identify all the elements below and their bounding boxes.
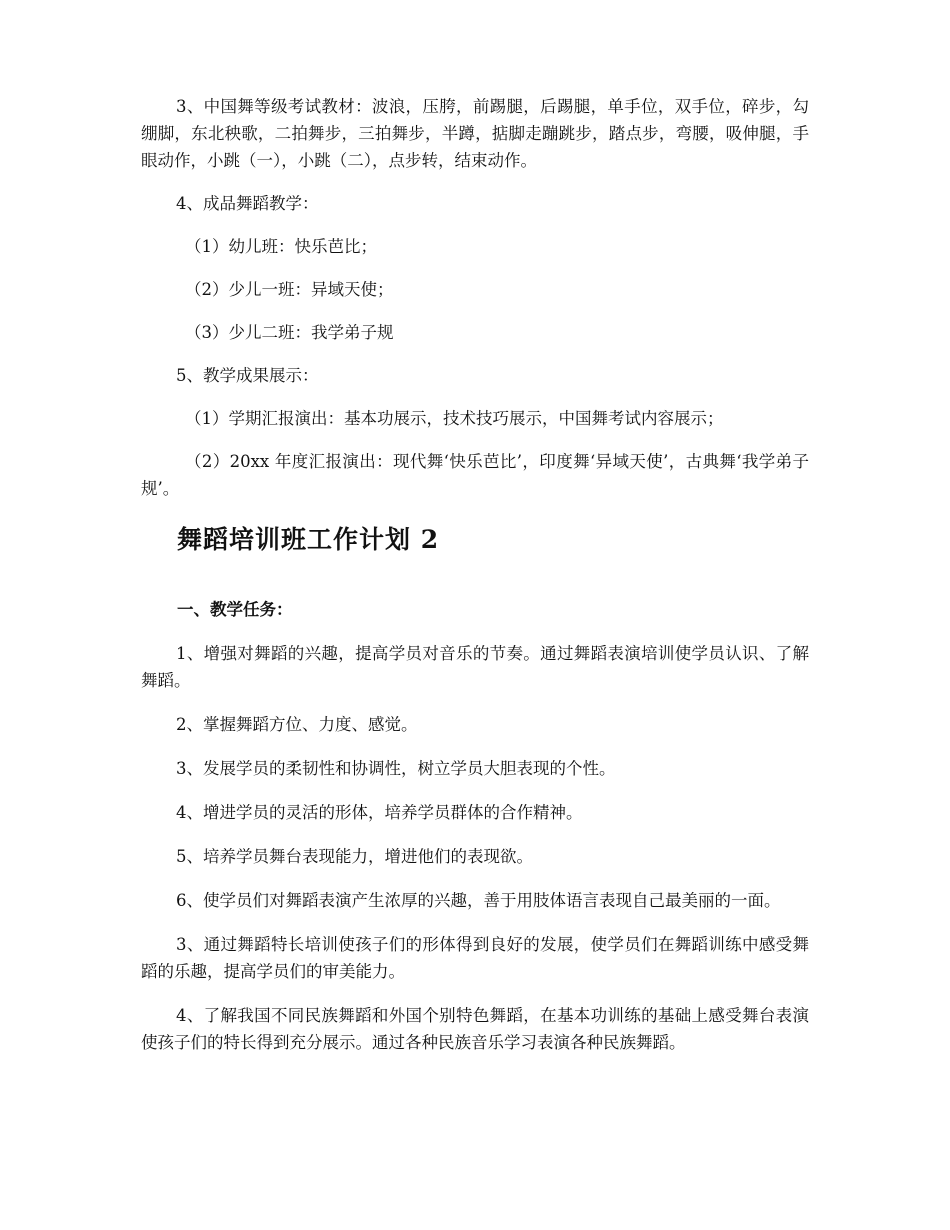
sub-item-5-2: （2）20xx 年度汇报演出：现代舞‘快乐芭比’，印度舞‘异域天使’，古典舞‘我学弟子规’。	[141, 452, 809, 498]
sub-item-4-3: （3）少儿二班：我学弟子规	[185, 323, 394, 342]
task-paragraph: 1、增强对舞蹈的兴趣，提高学员对音乐的节奏。通过舞蹈表演培训使学员认识、了解舞蹈。	[141, 644, 809, 690]
task-paragraph: 4、了解我国不同民族舞蹈和外国个别特色舞蹈，在基本功训练的基础上感受舞台表演使孩子们的特长得到充分展示。通过各种民族音乐学习表演各种民族舞蹈。	[141, 1006, 809, 1052]
section-heading: 一、教学任务：	[177, 600, 293, 619]
paragraph-item-3: 3、中国舞等级考试教材：波浪，压胯，前踢腿，后踢腿，单手位，双手位，碎步，勾绷脚，东北秧歌，二拍舞步，三拍舞步，半蹲，掂脚走蹦跳步，踏点步，弯腰，吸伸腿，手眼动作，小跳（一），小跳（二），点步转，结束动作。	[141, 97, 809, 170]
task-paragraph: 2、掌握舞蹈方位、力度、感觉。	[176, 715, 418, 734]
sub-item-5-1: （1）学期汇报演出：基本功展示，技术技巧展示，中国舞考试内容展示；	[185, 409, 724, 428]
task-paragraph: 4、增进学员的灵活的形体，培养学员群体的合作精神。	[176, 803, 583, 822]
task-paragraph: 3、发展学员的柔韧性和协调性，树立学员大胆表现的个性。	[176, 759, 616, 778]
paragraph-item-4: 4、成品舞蹈教学：	[176, 194, 319, 213]
task-paragraph: 5、培养学员舞台表现能力，增进他们的表现欲。	[176, 847, 533, 866]
task-paragraph: 3、通过舞蹈特长培训使孩子们的形体得到良好的发展，使学员们在舞蹈训练中感受舞蹈的乐趣，提高学员们的审美能力。	[141, 935, 809, 981]
section-title: 舞蹈培训班工作计划 2	[177, 525, 440, 554]
task-paragraph: 6、使学员们对舞蹈表演产生浓厚的兴趣，善于用肢体语言表现自己最美丽的一面。	[176, 891, 781, 910]
sub-item-4-1: （1）幼儿班：快乐芭比；	[185, 237, 377, 256]
paragraph-item-5: 5、教学成果展示：	[176, 366, 319, 385]
document-body	[141, 93, 809, 1056]
sub-item-4-2: （2）少儿一班：异域天使；	[185, 280, 394, 299]
